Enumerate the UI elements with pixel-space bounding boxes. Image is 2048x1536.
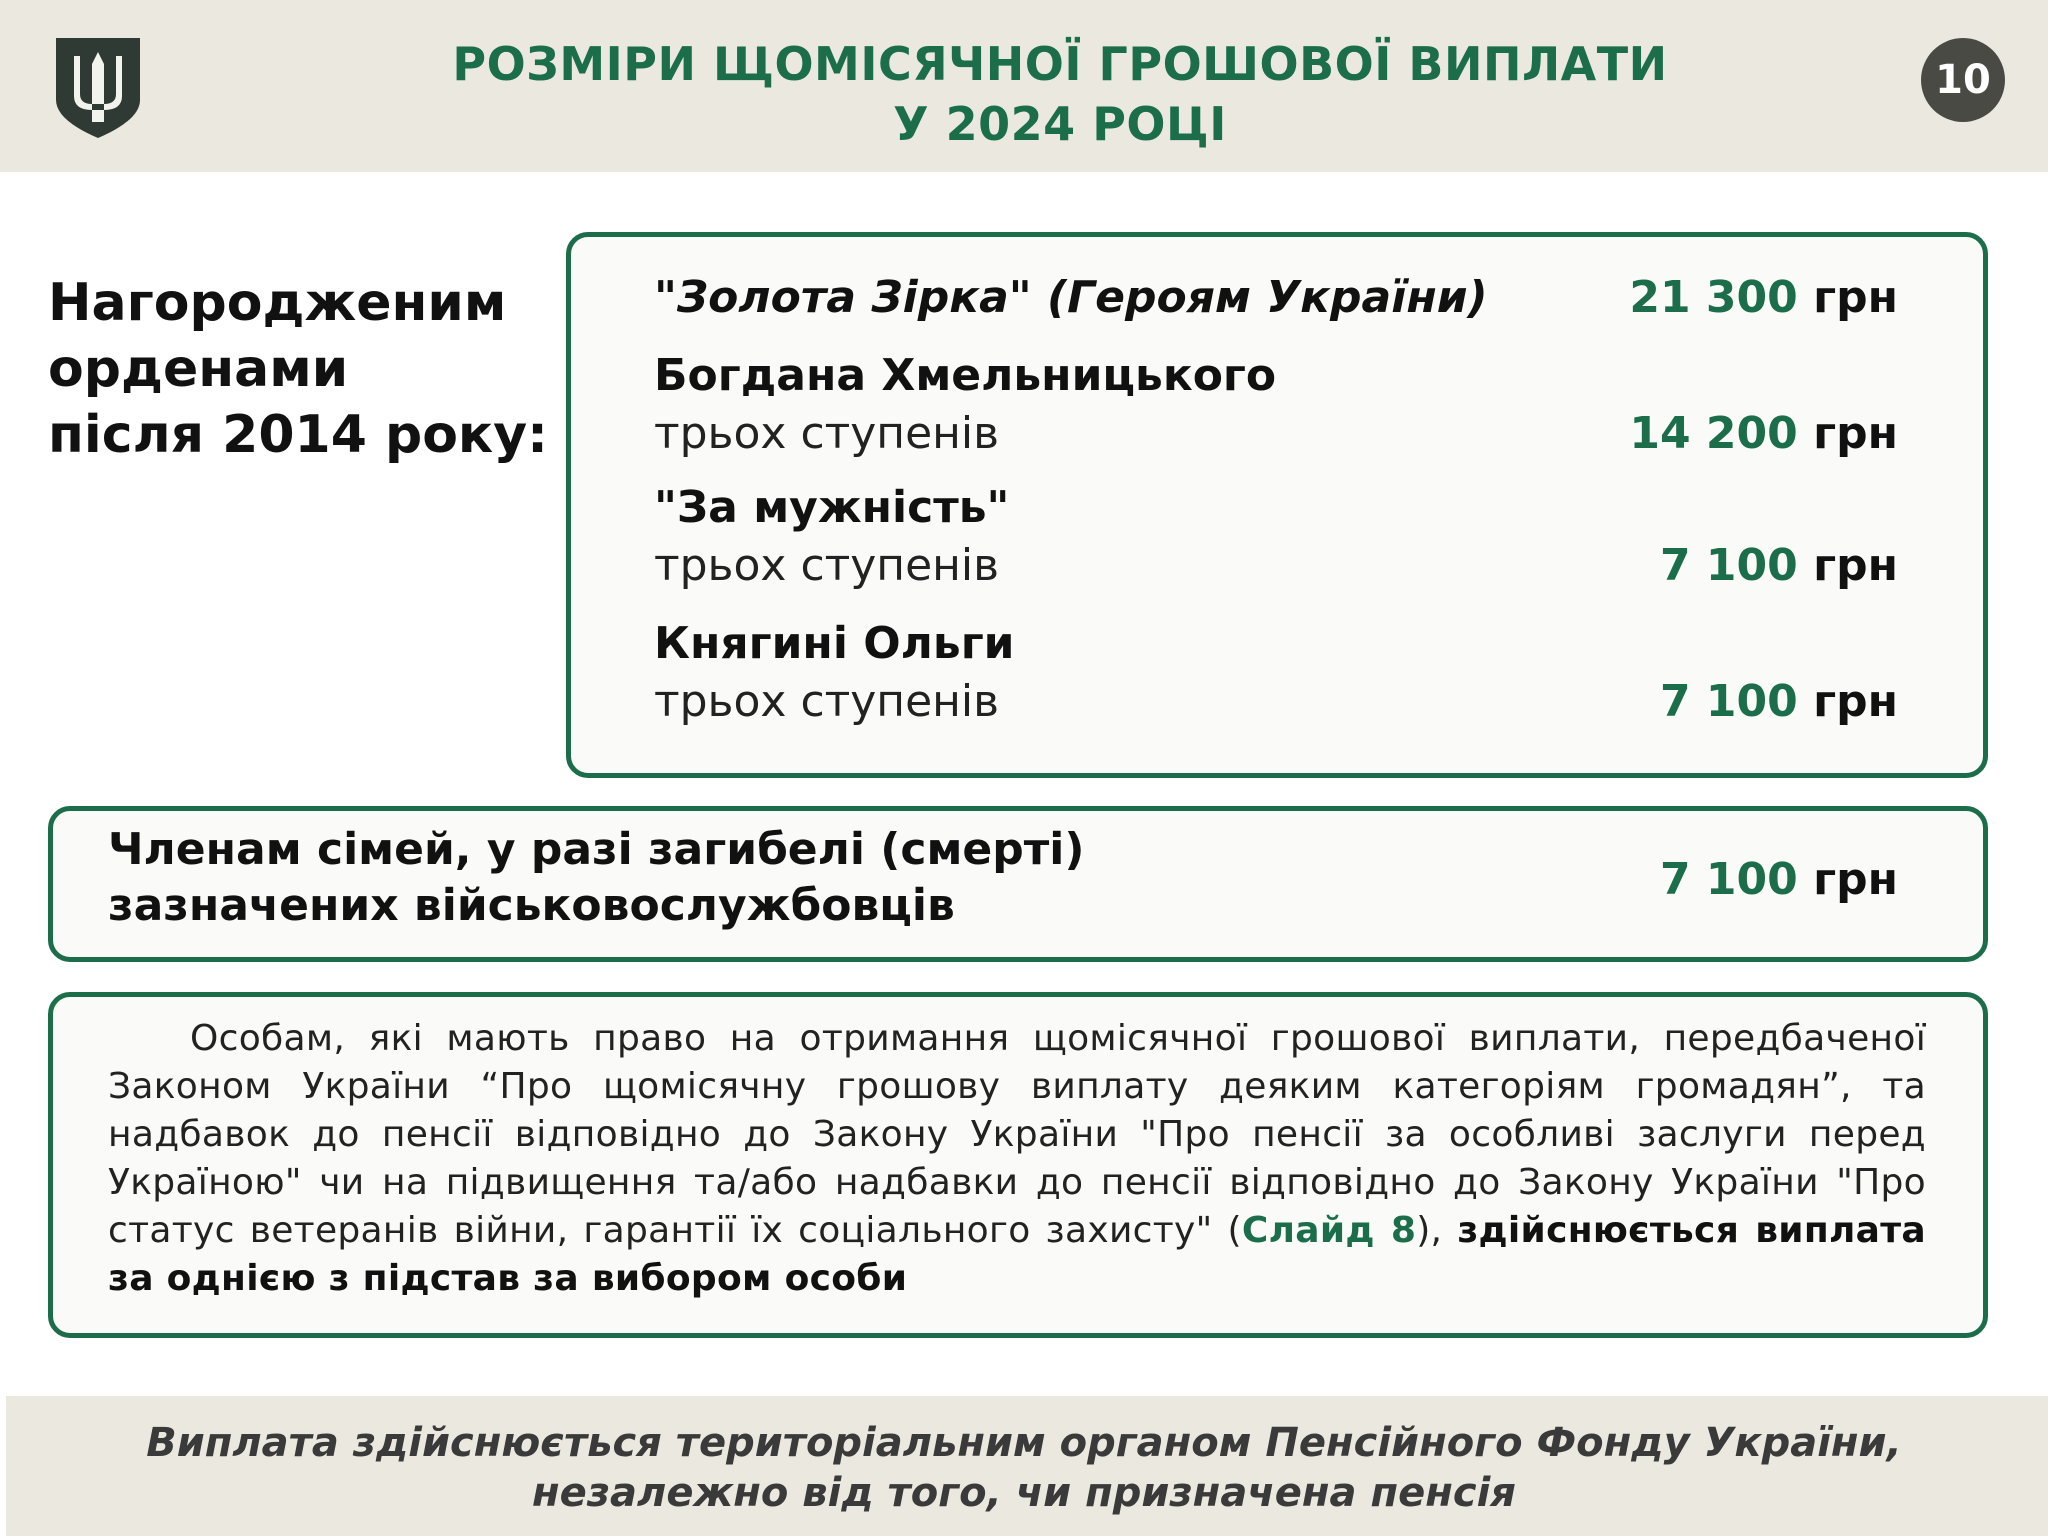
award-subtitle: трьох ступенів — [654, 408, 1000, 459]
award-title: Богдана Хмельницького — [654, 350, 1277, 401]
title-line-2: У 2024 РОЦІ — [893, 97, 1227, 151]
awards-label-line-3: після 2014 року: — [48, 405, 548, 465]
note-text-bold: здійснюється виплата за однією з підстав за вибором особи — [108, 1210, 1927, 1299]
family-line-2: зазначених військовослужбовців — [108, 880, 955, 931]
award-amount — [1660, 540, 1898, 591]
family-amount-value: 7 100 — [1660, 854, 1798, 905]
page-title — [300, 34, 1820, 154]
note-text-before: Особам, які мають право на отримання щомісячної грошової виплати, передбаченої Законом України “Про щомісячну грошову виплату деяким категоріям громадян”, та надбавок до пенсії відповідно до Закону України "Про пенсії за особливі заслуги перед Україною" чи на підвищення та/або надбавки до пенсії відповідно до Закону України "Про статус ветеранів війни, гарантії їх соціального захисту" ( — [108, 1018, 1926, 1251]
footer-line-1: Виплата здійснюється територіальним органом Пенсійного Фонду України, — [146, 1420, 1902, 1466]
family-line-1: Членам сімей, у разі загибелі (смерті) — [108, 824, 1085, 875]
award-amount-value: 7 100 — [1660, 676, 1798, 727]
award-amount-value: 14 200 — [1629, 408, 1798, 459]
award-subtitle: трьох ступенів — [654, 676, 1000, 727]
awards-label-line-1: Нагородженим — [48, 273, 507, 333]
page-number-badge: 10 — [1921, 38, 2005, 122]
trident-shield-icon — [52, 34, 144, 140]
award-title: "Золота Зірка" (Героям України) — [654, 272, 1488, 323]
award-title: Княгині Ольги — [654, 618, 1015, 669]
family-amount — [1660, 854, 1898, 905]
family-amount-currency: грн — [1813, 854, 1898, 905]
award-amount-currency: грн — [1813, 272, 1898, 323]
award-amount — [1629, 272, 1898, 323]
note-text — [108, 1015, 1926, 1303]
title-line-1: РОЗМІРИ ЩОМІСЯЧНОЇ ГРОШОВОЇ ВИПЛАТИ — [452, 37, 1668, 91]
award-amount-currency: грн — [1813, 408, 1898, 459]
award-amount-value: 21 300 — [1629, 272, 1798, 323]
note-text-middle: ), — [1416, 1210, 1458, 1251]
award-amount-value: 7 100 — [1660, 540, 1798, 591]
footer-text — [0, 1418, 2048, 1518]
award-amount — [1660, 676, 1898, 727]
award-subtitle: трьох ступенів — [654, 540, 1000, 591]
award-amount-currency: грн — [1813, 676, 1898, 727]
award-title: "За мужність" — [654, 482, 1010, 533]
family-text — [108, 822, 1308, 934]
awards-label — [48, 270, 548, 468]
awards-label-line-2: орденами — [48, 339, 349, 399]
award-amount — [1629, 408, 1898, 459]
footer-line-2: незалежно від того, чи призначена пенсія — [532, 1470, 1516, 1516]
slide-reference: Слайд 8 — [1241, 1210, 1417, 1251]
award-amount-currency: грн — [1813, 540, 1898, 591]
